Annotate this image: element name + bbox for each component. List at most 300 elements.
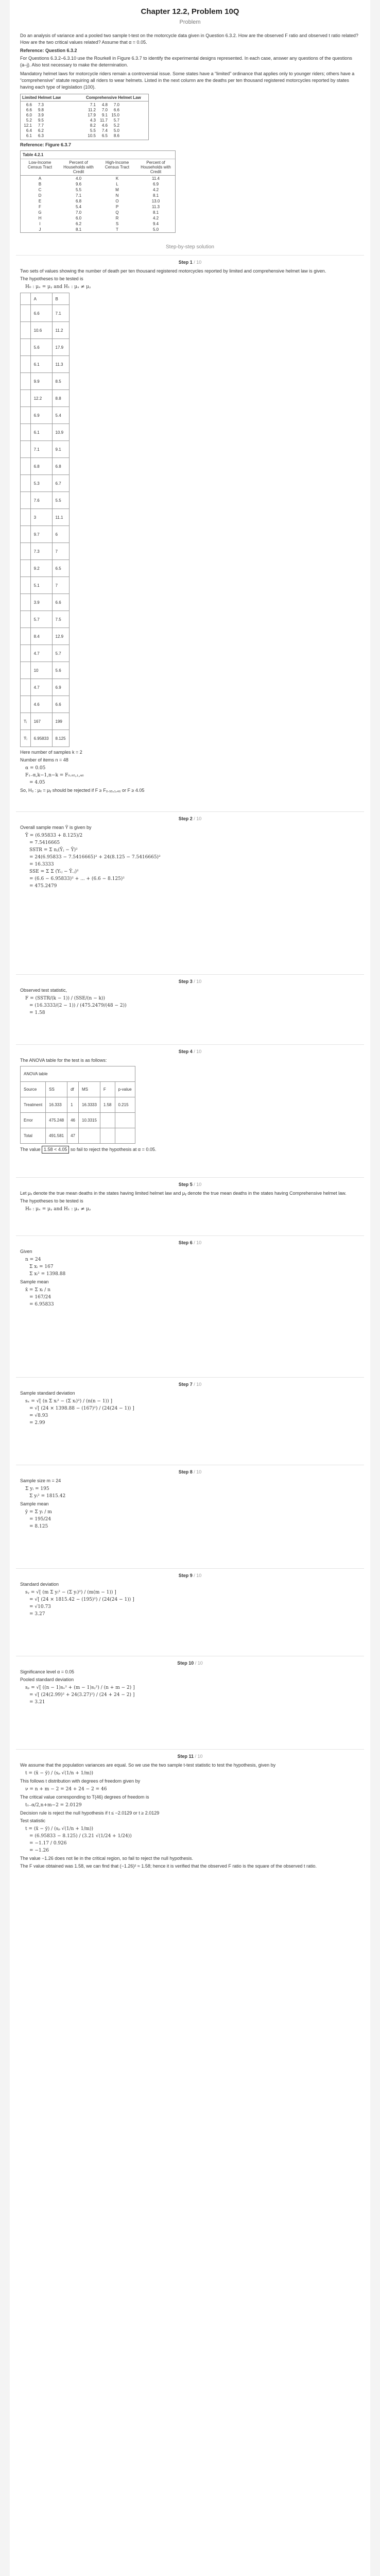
table-cell: 5.7 (52, 645, 69, 662)
step-10-alpha: Significance level α = 0.05 (20, 1669, 75, 1674)
anova-cell: 0.215 (115, 1097, 135, 1113)
anova-header-row (21, 1082, 135, 1097)
table-row (21, 204, 175, 210)
step-8-intro: Sample size m = 24 (20, 1478, 61, 1483)
table-index-cell (21, 356, 31, 373)
figure-value: 6.0 (26, 113, 32, 117)
step-9 (16, 1568, 364, 1625)
figure-value: 5.7 (113, 118, 119, 123)
figure-header-comprehensive: Comprehensive Helmet Law (86, 95, 141, 100)
figure-value: 6.2 (38, 128, 44, 133)
table-index-cell (21, 441, 31, 458)
table-cell: 167 (30, 713, 52, 730)
anova-cell: 1.58 (100, 1097, 115, 1113)
question-text: Do an analysis of variance and a pooled two sample t-test on the motorcycle data given in Question 6.3.2. How are the observed F ratio and observed t ratio related? How are the two critical values related? Assume that α = 0.05. (20, 33, 358, 45)
step-3 (16, 974, 364, 1024)
figure-value: 7.7 (38, 123, 44, 128)
anova-header-cell: p-value (115, 1082, 135, 1097)
table-header-cell: Low-Income Census Tract (21, 159, 59, 176)
anova-cell (115, 1113, 135, 1128)
anova-cell (115, 1128, 135, 1144)
table-cell: 9.1 (52, 441, 69, 458)
step-8-header: Step 8 / 10 (178, 1469, 202, 1475)
question-context: Mandatory helmet laws for motorcycle riders remain a controversial issue. Some states have a “limited” ordinance that applies only to younger riders; others have a “comprehensive” statute requiring all riders to wear helmets. Listed in the next column are the deaths per ten thousand registered motorcycles reported by states having each type of legislation (100). (20, 71, 355, 90)
anova-cell (100, 1128, 115, 1144)
step-1-fcrit: F₁₋α,k−1,n−k = F₀.₉₅,₁,₄₆ (25, 773, 84, 778)
table-row (21, 560, 70, 577)
table-header-row (21, 159, 175, 176)
figure-value: 7.0 (101, 108, 108, 112)
equation-line: F = (SSTR/(k − 1)) / (SSE/(n − k)) (25, 996, 106, 1001)
table-cell: 4.2 (152, 188, 159, 192)
anova-header-cell: Source (21, 1082, 46, 1097)
table-index-cell (21, 577, 31, 594)
table-row (21, 577, 70, 594)
step-6-mean-equations (20, 1286, 360, 1308)
table-row (21, 628, 70, 645)
step-8 (16, 1465, 364, 1537)
table-cell: 6.9 (152, 182, 159, 187)
step-2-equations (20, 832, 360, 890)
step-1 (16, 255, 364, 802)
equation-line: Σ yᵢ = 195 (25, 1486, 49, 1492)
step-6-header: Step 6 / 10 (178, 1240, 202, 1245)
figure-value: 8.2 (90, 123, 96, 128)
figure-value: 7.4 (101, 128, 108, 133)
table-cell: 8.1 (152, 210, 159, 215)
page (10, 0, 370, 2576)
step-9-header: Step 9 / 10 (178, 1573, 202, 1578)
step-11-decision-rule: Decision rule is reject the null hypothesis if t ≤ −2.0129 or t ≥ 2.0129 (20, 1810, 160, 1816)
anova-cell (100, 1113, 115, 1128)
table-index-cell (21, 373, 31, 390)
figure-value: 7.0 (113, 103, 119, 107)
table-cell: R (115, 216, 119, 221)
step-8-mean-equations (20, 1509, 360, 1530)
table-cell: A (38, 176, 42, 181)
figure-value: 5.5 (90, 128, 96, 133)
figure-value: 7.1 (90, 103, 96, 107)
anova-cell: 46 (67, 1113, 79, 1128)
figure-col-limited (21, 101, 84, 140)
figure-value: 6.6 (113, 108, 119, 112)
step-1-fcrit-value: = 4.05 (29, 780, 45, 785)
figure-row (22, 118, 83, 123)
equation-line: = 3.21 (29, 1700, 45, 1705)
table-cell: 5.5 (52, 492, 69, 509)
anova-cell: Error (21, 1113, 46, 1128)
table-row (21, 407, 70, 424)
table-cell: L (116, 182, 118, 187)
step-1-alpha: α = 0.05 (25, 766, 46, 771)
question-instructions: For Questions 6.3.2–6.3.10 use the Rourkell in Figure 6.3.7 to identify the experimental designs represented. In each case, answer any questions of the questions (a–j). Also test necessary to make the determination. (20, 56, 352, 67)
step-1-header: Step 1 / 10 (178, 260, 202, 265)
figure-value: 11.7 (100, 118, 108, 123)
table-row (21, 210, 175, 215)
step-1-n: Number of items n = 48 (20, 757, 68, 762)
table-cell: 10 (30, 662, 52, 679)
table-row (21, 526, 70, 543)
equation-line: = 7.5416665 (29, 840, 60, 845)
table-cell: 6.6 (30, 305, 52, 322)
table-cell: N (115, 193, 119, 198)
table-cell: Tᵢ (21, 713, 31, 730)
equation-line: SSTR = Σ nⱼ(Ȳⱼ − Ȳ)² (29, 848, 78, 853)
step-4-header: Step 4 / 10 (178, 1049, 202, 1054)
step-9-equations (20, 1589, 360, 1618)
table-index-cell (21, 475, 31, 492)
table-index-cell (21, 543, 31, 560)
table-cell: 7.1 (30, 441, 52, 458)
table-index-cell (21, 424, 31, 441)
figure-header-limited: Limited Helmet Law (22, 95, 61, 100)
step-6-mean-intro: Sample mean (20, 1279, 49, 1284)
anova-cell (79, 1128, 100, 1144)
step-11-df: ν = n + m − 2 = 24 + 24 − 2 = 46 (25, 1787, 107, 1792)
table-header-cell: Percent of Households with Credit (136, 159, 175, 176)
table-cell: 5.6 (30, 339, 52, 356)
step-5-header: Step 5 / 10 (178, 1182, 202, 1187)
table-row (21, 458, 70, 475)
table-row (21, 594, 70, 611)
table-cell: 11.1 (52, 509, 69, 526)
step-11-distribution: This follows t distribution with degrees of freedom given by (20, 1778, 141, 1784)
table-header-cell: Percent of Households with Credit (59, 159, 98, 176)
table-row (21, 662, 70, 679)
figure-value: 5.2 (113, 123, 119, 128)
equation-line: ȳ = Σ yᵢ / m (25, 1510, 52, 1515)
table-cell: 8.4 (30, 628, 52, 645)
table-row (21, 611, 70, 628)
table-cell: 11.4 (152, 176, 160, 181)
table-cell: 5.1 (30, 577, 52, 594)
table-row (21, 356, 70, 373)
step-11-equations (20, 1825, 360, 1854)
equation-line: Σ xᵢ = 167 (29, 1264, 54, 1269)
step-10-equations (20, 1684, 360, 1706)
table-index-cell (21, 407, 31, 424)
equation-line: = 8.125 (29, 1524, 48, 1529)
table-index-cell (21, 526, 31, 543)
figure-row (86, 133, 147, 139)
figure-value: 8.6 (113, 133, 119, 138)
equation-line: = 475.2479 (29, 884, 57, 889)
helmet-law-figure (20, 94, 149, 140)
page-title: Chapter 12.2, Problem 10Q (141, 7, 239, 16)
figure-row (22, 113, 83, 118)
table-cell: 5.5 (75, 188, 82, 192)
anova-table (20, 1066, 135, 1144)
table-row (21, 215, 175, 221)
step-11 (16, 1749, 364, 1878)
figure-value: 6.5 (101, 133, 108, 138)
table-index-cell (21, 509, 31, 526)
table-cell: 199 (52, 713, 69, 730)
table-cell: 8.8 (52, 390, 69, 407)
step-7-header: Step 7 / 10 (178, 1382, 202, 1387)
anova-cell: 491.581 (46, 1128, 67, 1144)
equation-line: = −1.17 / 0.926 (29, 1841, 67, 1846)
figure-value: 6.6 (26, 103, 32, 107)
table-index-cell (21, 322, 31, 339)
equation-line: sₚ = √[ ((n − 1)sₓ² + (m − 1)sᵧ²) / (n + m − 2) ] (25, 1685, 135, 1690)
equation-line: = 24(6.95833 − 7.5416665)² + 24(8.125 − 7.5416665)² (29, 855, 161, 860)
table-cell: 5.3 (30, 475, 52, 492)
anova-row (21, 1113, 135, 1128)
equation-line: = 3.27 (29, 1612, 45, 1617)
step-4-intro: The ANOVA table for the test is as follows: (20, 1058, 107, 1063)
table-cell: 7 (52, 543, 69, 560)
table-cell: 8.5 (52, 373, 69, 390)
equation-line: Σ yᵢ² = 1815.42 (29, 1494, 66, 1499)
step-5-hypothesis: H₀ : μₓ = μᵧ and H₁ : μₓ ≠ μᵧ (25, 1207, 91, 1212)
table-4-2-1 (20, 150, 176, 233)
step-5-intro: Let μₓ denote the true mean deaths in the states having limited helmet law and μᵧ denote the true mean deaths in the states having Comprehensive helmet law. (20, 1191, 347, 1196)
anova-row (21, 1128, 135, 1144)
step-7-intro: Sample standard deviation (20, 1391, 75, 1396)
table-cell: 6.9 (52, 679, 69, 696)
step-2 (16, 811, 364, 897)
equation-line: = √[ (24 × 1815.42 − (195)²) / (24(24 − 1)) ] (29, 1597, 134, 1602)
table-cell: 4.7 (30, 679, 52, 696)
anova-cell: 16.3333 (79, 1097, 100, 1113)
step-8-mean-intro: Sample mean (20, 1501, 49, 1506)
step-1-rejection-rule: So, H₀ : μₓ = μᵧ should be rejected if F ≥ F₀.₉₅,₁,₄₆ or F ≥ 4.05 (20, 788, 145, 793)
equation-line: = √[ (24(2.99)² + 24(3.27)²) / (24 + 24 − 2) ] (29, 1692, 135, 1698)
step-2-intro: Overall sample mean Ȳ is given by (20, 825, 92, 830)
figure-row (86, 118, 147, 123)
table-cell: E (38, 199, 42, 204)
table-cell: 5.7 (30, 611, 52, 628)
figure-value: 5.2 (26, 118, 32, 123)
figure-row (86, 103, 147, 108)
step-3-intro: Observed test statistic, (20, 988, 67, 993)
table-index-cell (21, 662, 31, 679)
step-9-intro: Standard deviation (20, 1582, 59, 1587)
table-cell: 4.0 (75, 176, 82, 181)
table-row (21, 679, 70, 696)
table-cell: 10.6 (30, 322, 52, 339)
table-index-cell (21, 696, 31, 713)
figure-value: 15.0 (111, 113, 119, 117)
table-cell: 3.9 (30, 594, 52, 611)
figure-value: 17.9 (88, 113, 96, 117)
table-index-cell (21, 390, 31, 407)
table-body (21, 176, 175, 232)
equation-line: = 1.58 (29, 1010, 45, 1015)
step-11-test-stat-intro: Test statistic (20, 1818, 46, 1823)
table-row (21, 227, 175, 232)
equation-line: = √8.93 (29, 1413, 48, 1418)
table-cell: S (115, 222, 119, 226)
table-row (21, 198, 175, 204)
equation-line: = −1.26 (29, 1848, 49, 1853)
table-cell: 9.7 (30, 526, 52, 543)
table-cell: 6.95833 (30, 730, 52, 747)
equation-line: = 167/24 (29, 1295, 51, 1300)
figure-row (22, 123, 83, 128)
step-11-final: The F value obtained was 1.58, we can find that (−1.26)² ≈ 1.58; hence it is verified that the observed F ratio is the square of the observed t ratio. (20, 1863, 317, 1869)
table-cell: 6.7 (52, 475, 69, 492)
table-row (21, 543, 70, 560)
table-mean-row (21, 730, 70, 747)
step-2-header: Step 2 / 10 (178, 816, 202, 821)
table-index-cell (21, 628, 31, 645)
table-cell: 6.5 (52, 560, 69, 577)
anova-header-cell: MS (79, 1082, 100, 1097)
table-cell: 10.9 (52, 424, 69, 441)
table-cell: 6.8 (30, 458, 52, 475)
table-cell: G (38, 210, 42, 215)
table-row (21, 390, 70, 407)
table-row (21, 475, 70, 492)
table-row (21, 509, 70, 526)
table-cell: 3 (30, 509, 52, 526)
table-cell: 5.0 (152, 227, 159, 232)
table-index-cell (21, 560, 31, 577)
step-10 (16, 1656, 364, 1713)
figure-value: 9.5 (38, 118, 44, 123)
equation-line: Ȳ = (6.95833 + 8.125)/2 (25, 833, 83, 838)
table-cell: F (39, 205, 41, 209)
figure-row (86, 128, 147, 133)
table-cell: 11.3 (52, 356, 69, 373)
table-cell: H (38, 216, 42, 221)
table-index-cell (21, 305, 31, 322)
step-11-crit: t₁₋α/2,n+m−2 = 2.0129 (25, 1803, 82, 1808)
table-row (21, 193, 175, 198)
table-cell: 6 (52, 526, 69, 543)
table-row (21, 187, 175, 193)
table-cell: 6.1 (30, 356, 52, 373)
step-11-crit-intro: The critical value corresponding to T(46) degrees of freedom is (20, 1794, 149, 1800)
table-row (21, 696, 70, 713)
table-cell: 5.4 (75, 205, 82, 209)
table-cell: 11.2 (52, 322, 69, 339)
table-header-cell: B (52, 293, 69, 305)
step-4 (16, 1044, 364, 1162)
anova-cell: Total (21, 1128, 46, 1144)
figure-row (86, 123, 147, 128)
anova-cell: 10.3315 (79, 1113, 100, 1128)
figure-rows (21, 101, 148, 140)
table-cell: 11.3 (152, 205, 160, 209)
equation-line: = (16.3333/(2 − 1)) / (475.2479/(48 − 2)) (29, 1003, 127, 1008)
table-cell: C (38, 188, 42, 192)
table-cell: 4.7 (30, 645, 52, 662)
table-row (21, 645, 70, 662)
equation-line: SSE = Σ Σ (Yᵢⱼ − Ȳ.ⱼ)² (29, 869, 79, 874)
table-row (21, 181, 175, 187)
table-cell: M (115, 188, 119, 192)
table-cell: 7.1 (52, 305, 69, 322)
step-6-given: Given (20, 1249, 32, 1254)
equation-line: = (6.95833 − 8.125) / (3.21 √(1/24 + 1/24)) (29, 1834, 132, 1839)
anova-header-cell: df (67, 1082, 79, 1097)
figure-value: 6.6 (26, 108, 32, 112)
figure-value: 4.6 (101, 123, 108, 128)
step-11-value: The value −1.26 does not lie in the critical region, so fail to reject the null hypothesis. (20, 1856, 193, 1861)
table-cell: J (39, 227, 41, 232)
equation-line: = 16.3333 (29, 862, 54, 867)
equation-line: = 195/24 (29, 1517, 51, 1522)
step-4-conclusion: The value 1.58 < 4.05 so fail to reject the hypothesis at α = 0.05. (20, 1146, 360, 1154)
figure-row (22, 133, 83, 139)
equation-line: t = (x̄ − ȳ) / (sₚ √(1/n + 1/m)) (25, 1826, 94, 1832)
table-cell: I (39, 222, 41, 226)
table-cell: D (38, 193, 42, 198)
table-cell: 9.9 (30, 373, 52, 390)
table-cell: 9.2 (30, 560, 52, 577)
anova-comparison-box: 1.58 < 4.05 (42, 1146, 69, 1154)
step-5 (16, 1177, 364, 1220)
figure-row (22, 103, 83, 108)
table-row (21, 221, 175, 227)
table-index-cell (21, 611, 31, 628)
step-1-k: Here number of samples k = 2 (20, 750, 82, 755)
table-cell: 12.9 (52, 628, 69, 645)
table-row (21, 339, 70, 356)
anova-title: ANOVA table (21, 1066, 135, 1082)
step-10-header: Step 10 / 10 (177, 1660, 203, 1666)
table-cell: 4.2 (152, 216, 159, 221)
table-row (21, 176, 175, 181)
equation-line: = 6.95833 (29, 1302, 54, 1307)
figure-row (22, 128, 83, 133)
equation-line: n = 24 (25, 1257, 41, 1262)
step-7 (16, 1377, 364, 1434)
table-cell: Q (115, 210, 119, 215)
table-cell: 9.4 (152, 222, 159, 226)
step-11-assumption: We assume that the population variances are equal. So we use the two sample t-test statistic to test the hypothesis, given by (20, 1762, 276, 1768)
problem-label: Problem (179, 19, 201, 25)
step-1-hypothesis: H₀ : μₓ = μᵧ and H₁ : μₓ ≠ μᵧ (25, 284, 91, 290)
table-header-cell: A (30, 293, 52, 305)
table-cell: 7.3 (30, 543, 52, 560)
table-header-row (21, 293, 70, 305)
table-cell: Ȳᵢ (21, 730, 31, 747)
table-cell: 6.1 (30, 424, 52, 441)
figure-value: 6.3 (38, 133, 44, 138)
equation-line: = √[ (24 × 1398.88 − (167)²) / (24(24 − 1)) ] (29, 1406, 134, 1411)
figure-value: 6.1 (26, 133, 32, 138)
step-5-hyp-intro: The hypotheses to be tested is (20, 1198, 83, 1204)
table-title: Table 4.2.1 (21, 151, 175, 159)
table-cell: 8.1 (75, 227, 82, 232)
figure-value: 6.4 (26, 128, 32, 133)
table-cell: 5.6 (52, 662, 69, 679)
table-cell: 9.6 (75, 182, 82, 187)
equation-line: = √10.73 (29, 1604, 51, 1609)
table-index-cell (21, 458, 31, 475)
table-row (21, 305, 70, 322)
step-1-hyp-intro: The hypotheses to be tested is (20, 276, 83, 281)
table-cell: 13.0 (151, 199, 160, 204)
figure-reference: Reference: Figure 6.3.7 (20, 142, 72, 147)
table-row (21, 322, 70, 339)
figure-value: 9.1 (101, 113, 108, 117)
figure-row (22, 108, 83, 113)
table-cell: 4.6 (30, 696, 52, 713)
equation-line: sᵧ = √[ (m Σ yᵢ² − (Σ yᵢ)²) / (m(m − 1)) ] (25, 1590, 116, 1595)
figure-value: 3.9 (38, 113, 44, 117)
figure-value: 7.3 (38, 103, 44, 107)
step-7-equations (20, 1398, 360, 1427)
table-index-cell (21, 645, 31, 662)
table-row (21, 424, 70, 441)
step-3-header: Step 3 / 10 (178, 979, 202, 984)
table-cell: 7 (52, 577, 69, 594)
